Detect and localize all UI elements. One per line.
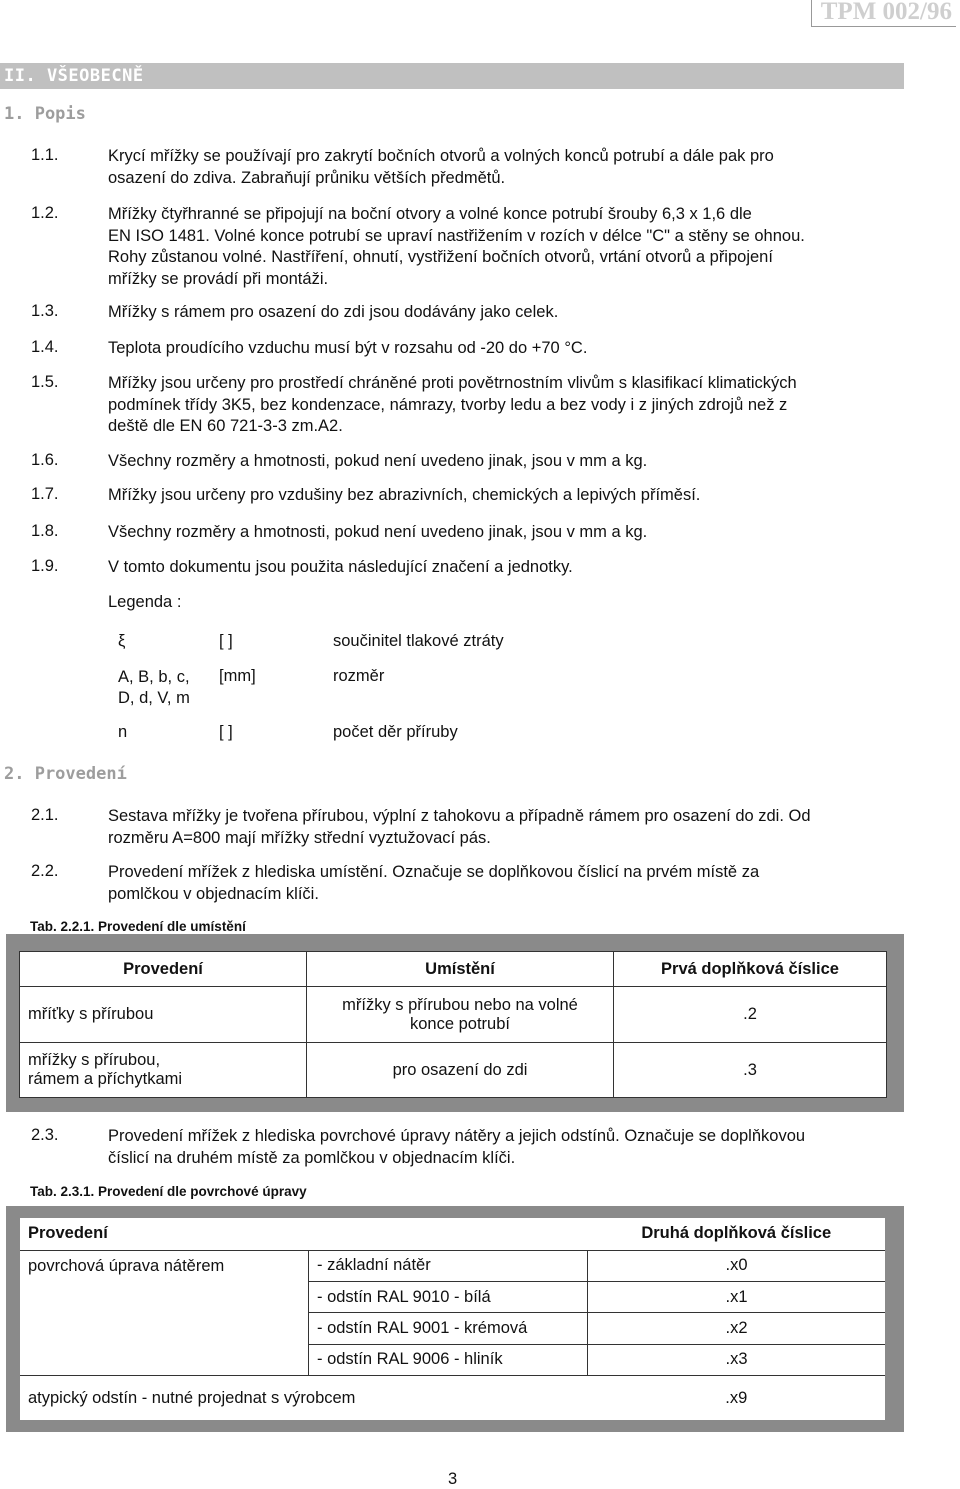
item-number: 1.8.: [31, 522, 59, 540]
table-cell: .x9: [588, 1376, 886, 1421]
table-cell: .x2: [588, 1313, 886, 1344]
table-cell: povrchová úprava nátěrem: [28, 1256, 225, 1275]
table-cell: .3: [614, 1043, 887, 1098]
item-text: Provedení mřížek z hlediska umístění. Označuje se doplňkovou číslicí na prvém místě za pomlčkou v objednacím klíči.: [108, 863, 760, 903]
legend-symbol: A, B, b, c, D, d, V, m: [118, 668, 190, 707]
item-number: 1.9.: [31, 557, 59, 575]
item-text: Sestava mřížky je tvořena přírubou, výplní z tahokovu a případně rámem pro osazení do zdi. Od rozměru A=800 mají mřížky střední vyztužovací pás.: [108, 807, 811, 847]
item-text: Všechny rozměry a hmotnosti, pokud není uvedeno jinak, jsou v mm a kg.: [108, 523, 648, 541]
table-header-row: [20, 952, 887, 987]
item-text: V tomto dokumentu jsou použita následující značení a jednotky.: [108, 558, 573, 576]
item-text: Mřížky s rámem pro osazení do zdi jsou dodávány jako celek.: [108, 303, 559, 321]
finish-table: [20, 1218, 885, 1420]
item-number: 1.1.: [31, 146, 59, 164]
item-text: Všechny rozměry a hmotnosti, pokud není uvedeno jinak, jsou v mm a kg.: [108, 452, 648, 470]
item-number: 2.1.: [31, 806, 59, 824]
section-title: II. VŠEOBECNĚ: [4, 66, 144, 86]
page-number: 3: [448, 1470, 458, 1488]
table-cell: mříťky s přírubou: [20, 987, 307, 1043]
legend-description: součinitel tlakové ztráty: [333, 632, 504, 650]
table-row: [20, 1376, 885, 1421]
item-number: 2.2.: [31, 862, 59, 880]
item-number: 1.3.: [31, 302, 59, 320]
table-cell: .x1: [588, 1282, 886, 1313]
legend-unit: [ ]: [219, 723, 233, 741]
table-caption: Tab. 2.3.1. Provedení dle povrchové úpravy: [30, 1184, 307, 1199]
item-number: 1.2.: [31, 204, 59, 222]
table-cell: mřížky s přírubou nebo na volné konce potrubí: [307, 987, 614, 1043]
legend-symbol: n: [118, 723, 128, 741]
table-cell: atypický odstín - nutné projednat s výrobcem: [20, 1376, 588, 1421]
table-cell: - odstín RAL 9010 - bílá: [309, 1282, 588, 1313]
item-number: 1.7.: [31, 485, 59, 503]
table-cell: mřížky s přírubou, rámem a příchytkami: [20, 1043, 307, 1098]
legend-unit: [mm]: [219, 667, 256, 685]
table-caption: Tab. 2.2.1. Provedení dle umístění: [30, 919, 246, 934]
legend-description: počet děr příruby: [333, 723, 458, 741]
table-header: Druhá doplňková číslice: [588, 1218, 886, 1250]
table-header: Provedení: [20, 952, 307, 987]
item-number: 1.5.: [31, 373, 59, 391]
document-code: TPM 002/96: [811, 0, 956, 27]
table-cell: - odstín RAL 9001 - krémová: [309, 1313, 588, 1344]
placement-table: [19, 951, 887, 1098]
item-text: Mřížky čtyřhranné se připojují na boční otvory a volné konce potrubí šrouby 6,3 x 1,6 dle EN ISO 1481. Volné konce potrubí se upraví nastřižením v rozích v délce "C" a stěny se ohnou. Rohy zůstanou volné. Nastříření, ohnutí, vystřižení bočních otvorů, vrtání otvorů a připojení mřížky se provádí při montáži.: [108, 205, 805, 288]
subsection-title-provedeni: 2. Provedení: [4, 764, 127, 784]
subsection-title-popis: 1. Popis: [4, 104, 86, 124]
legend-unit: [ ]: [219, 632, 233, 650]
table-cell: .2: [614, 987, 887, 1043]
table-header: Provedení: [20, 1218, 588, 1250]
item-text: Mřížky jsou určeny pro vzdušiny bez abrazivních, chemických a lepivých příměsí.: [108, 486, 701, 504]
table-row: [20, 1043, 887, 1098]
table-cell: pro osazení do zdi: [307, 1043, 614, 1098]
table-header: Prvá doplňková číslice: [614, 952, 887, 987]
table-header: Umístění: [307, 952, 614, 987]
legend-description: rozměr: [333, 667, 385, 685]
table-cell: .x0: [588, 1250, 886, 1281]
item-text: Mřížky jsou určeny pro prostředí chráněné proti povětrnostním vlivům s klasifikací klimatických podmínek třídy 3K5, bez kondenzace, námrazy, tvorby ledu a bez vody i z jiných zdrojů než z deště dle EN 60 721-3-3 zm.A2.: [108, 374, 797, 435]
item-number: 1.6.: [31, 451, 59, 469]
legend-symbol: ξ: [118, 632, 126, 650]
table-row: [20, 1250, 885, 1281]
table-cell: - odstín RAL 9006 - hliník: [309, 1344, 588, 1375]
table-row: [20, 987, 887, 1043]
item-number: 1.4.: [31, 338, 59, 356]
item-text: Provedení mřížek z hlediska povrchové úpravy nátěry a jejich odstínů. Označuje se doplňkovou číslicí na druhém místě za pomlčkou v objednacím klíči.: [108, 1127, 806, 1167]
item-number: 2.3.: [31, 1126, 59, 1144]
item-text: Krycí mřížky se používají pro zakrytí bočních otvorů a volných konců potrubí a dále pak pro osazení do zdiva. Zabraňují průniku větších předmětů.: [108, 147, 774, 187]
item-text: Teplota proudícího vzduchu musí být v rozsahu od -20 do +70 °C.: [108, 339, 588, 357]
table-header-row: [20, 1218, 885, 1250]
table-cell: - základní nátěr: [309, 1250, 588, 1281]
legend-title: Legenda :: [108, 593, 182, 611]
table-cell: .x3: [588, 1344, 886, 1375]
